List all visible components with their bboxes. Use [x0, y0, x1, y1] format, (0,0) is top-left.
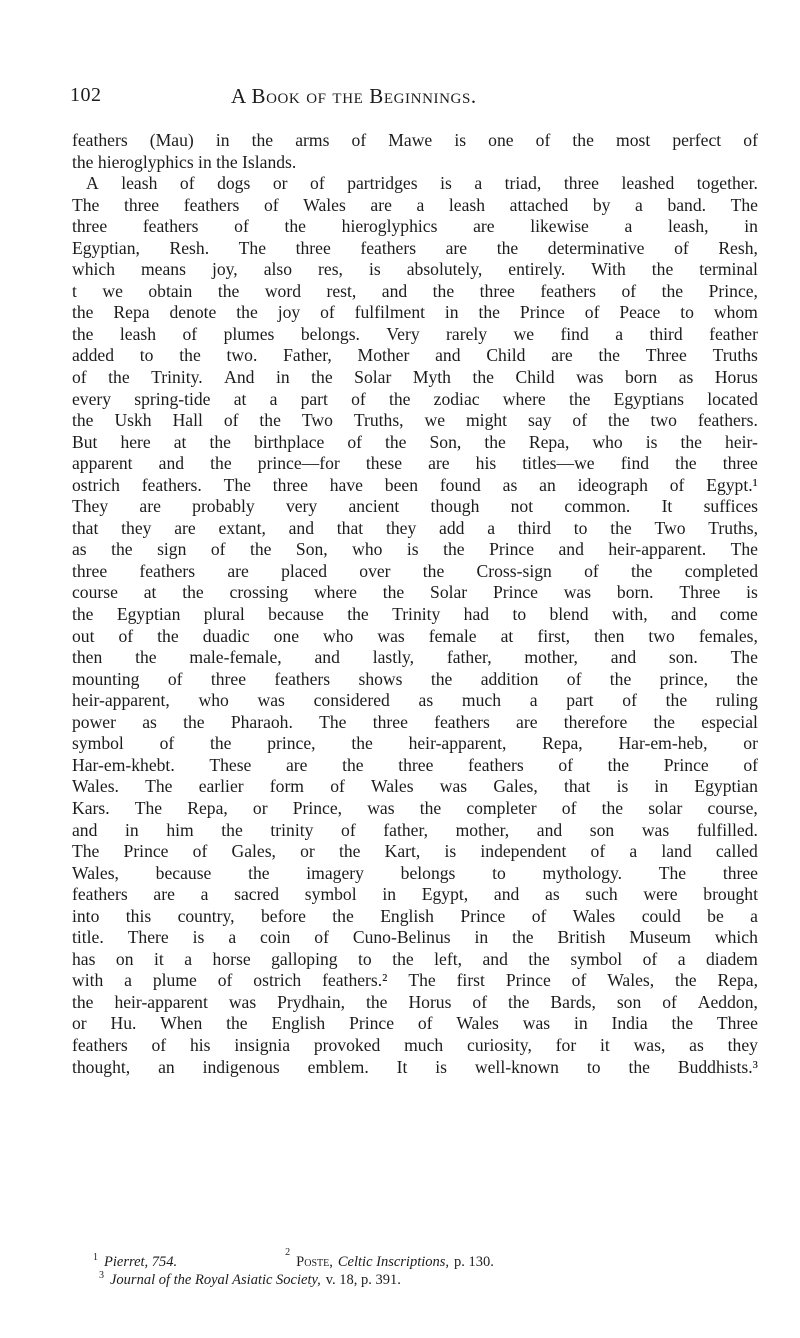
footnote-2-page: p. 130.	[454, 1254, 494, 1270]
footnote-3-title: Journal of the Royal Asiatic Society,	[110, 1272, 321, 1288]
text-line: which means joy, also res, is absolutely, entirely. With the terminal	[72, 259, 758, 280]
footnote-2-author: Poste,	[296, 1254, 333, 1270]
text-line: A leash of dogs or of partridges is a triad, three leashed together.	[86, 173, 758, 194]
text-line: three feathers of the hieroglyphics are likewise a leash, in	[72, 216, 758, 237]
footnote-row-1	[72, 1247, 758, 1271]
text-line: with a plume of ostrich feathers.² The first Prince of Wales, the Repa,	[72, 970, 758, 991]
text-line: title. There is a coin of Cuno-Belinus in the British Museum which	[72, 927, 758, 948]
text-line: then the male-female, and lastly, father, mother, and son. The	[72, 647, 758, 668]
text-line: heir-apparent, who was considered as much a part of the ruling	[72, 690, 758, 711]
text-line: The Prince of Gales, or the Kart, is independent of a land called	[72, 841, 758, 862]
text-line: power as the Pharaoh. The three feathers are therefore the especial	[72, 711, 758, 732]
text-line: feathers (Mau) in the arms of Mawe is one of the most perfect of	[72, 130, 758, 150]
footnote-2-mark: 2	[285, 1247, 291, 1258]
text-line: The three feathers of Wales are a leash attached by a band. The	[72, 194, 758, 215]
text-line: or Hu. When the English Prince of Wales was in India the Three	[72, 1013, 758, 1034]
text-line: added to the two. Father, Mother and Child are the Three Truths	[72, 345, 758, 366]
text-line: Wales. The earlier form of Wales was Gales, that is in Egyptian	[72, 776, 758, 797]
text-line: has on it a horse galloping to the left, and the symbol of a diadem	[72, 948, 758, 969]
text-line: the Repa denote the joy of fulfilment in the Prince of Peace to whom	[72, 302, 758, 323]
footnote-2-title: Celtic Inscriptions,	[337, 1254, 450, 1270]
text-line: every spring-tide at a part of the zodiac where the Egyptians located	[72, 388, 758, 409]
text-line: Egyptian, Resh. The three feathers are the determinative of Resh,	[72, 237, 758, 258]
text-line: feathers of his insignia provoked much curiosity, for it was, as they	[72, 1034, 758, 1055]
footnote-1-mark: 1	[93, 1252, 98, 1264]
text-line: Wales, because the imagery belongs to mythology. The three	[72, 862, 758, 883]
text-line: the hieroglyphics in the Islands.	[72, 151, 297, 172]
text-line: apparent and the prince—for these are his titles—we find the three	[72, 453, 758, 474]
page-number: 102	[70, 84, 102, 106]
text-line: feathers are a sacred symbol in Egypt, and as such were brought	[72, 884, 758, 905]
text-line: that they are extant, and that they add a third to the Two Truths,	[72, 517, 758, 538]
body-text	[72, 130, 758, 1078]
text-line: the Egyptian plural because the Trinity had to blend with, and come	[72, 604, 758, 625]
text-line: t we obtain the word rest, and the three feathers of the Prince,	[72, 280, 758, 301]
text-line: But here at the birthplace of the Son, the Repa, who is the heir-	[72, 431, 758, 452]
page-header	[70, 84, 758, 114]
footnote-3-ref: v. 18, p. 391.	[325, 1272, 401, 1288]
footnote-1-text: Pierret, 754.	[104, 1254, 178, 1270]
text-line: Kars. The Repa, or Prince, was the completer of the solar course,	[72, 797, 758, 818]
text-line: They are probably very ancient though not common. It suffices	[72, 496, 758, 517]
text-line: symbol of the prince, the heir-apparent, Repa, Har-em-heb, or	[72, 733, 758, 754]
text-line: the leash of plumes belongs. Very rarely we find a third feather	[72, 323, 758, 344]
text-line: Har-em-khebt. These are the three feathers of the Prince of	[72, 754, 758, 775]
text-line: course at the crossing where the Solar Prince was born. Three is	[72, 582, 758, 603]
text-line: and in him the trinity of father, mother, and son was fulfilled.	[72, 819, 758, 840]
text-line: three feathers are placed over the Cross-sign of the completed	[72, 560, 758, 581]
text-line: mounting of three feathers shows the addition of the prince, the	[72, 668, 758, 689]
text-line: into this country, before the English Prince of Wales could be a	[72, 905, 758, 926]
footnote-3-mark: 3	[99, 1270, 104, 1282]
text-line: the heir-apparent was Prydhain, the Horus of the Bards, son of Aeddon,	[72, 991, 758, 1012]
text-line: thought, an indigenous emblem. It is well-known to the Buddhists.³	[72, 1056, 758, 1077]
running-head: A Book of the Beginnings.	[231, 84, 477, 108]
text-line: of the Trinity. And in the Solar Myth the Child was born as Horus	[72, 367, 758, 388]
footnote-row-2	[72, 1271, 758, 1289]
footnotes	[72, 1247, 758, 1289]
text-line: ostrich feathers. The three have been found as an ideograph of Egypt.¹	[72, 474, 758, 495]
text-line: as the sign of the Son, who is the Prince and heir-apparent. The	[72, 539, 758, 560]
text-line: the Uskh Hall of the Two Truths, we might say of the two feathers.	[72, 410, 758, 431]
text-line: out of the duadic one who was female at first, then two females,	[72, 625, 758, 646]
